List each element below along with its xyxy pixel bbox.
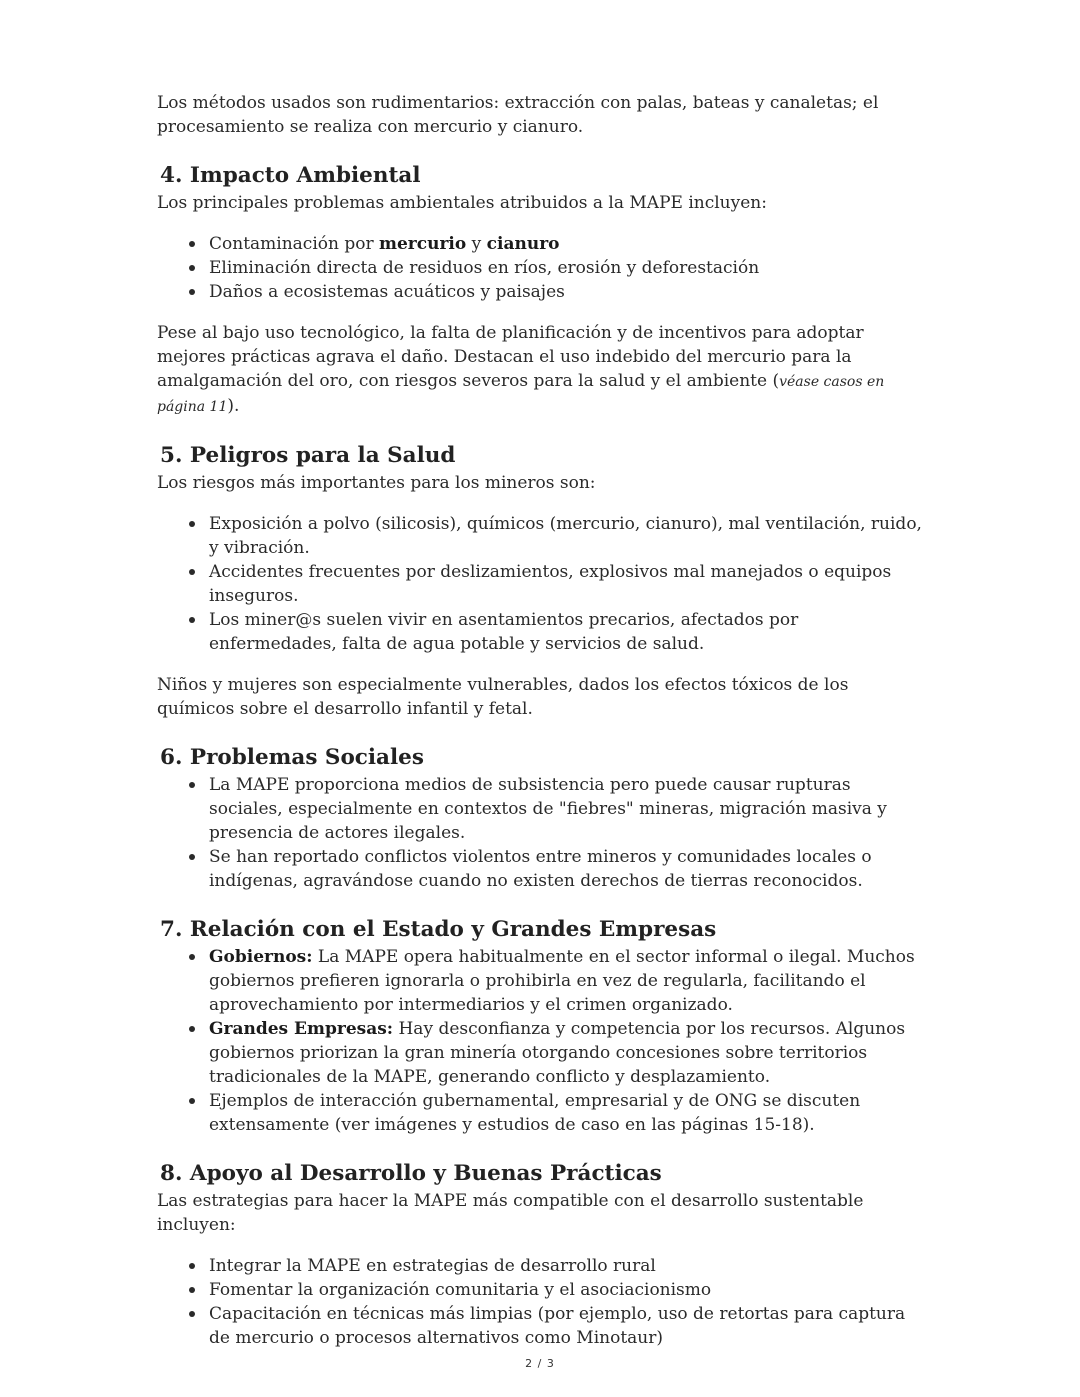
intro-paragraph: Los métodos usados son rudimentarios: extracción con palas, bateas y canaletas; el procesamiento se realiza con mercurio y cianuro.	[157, 93, 879, 137]
list-item: Fomentar la organización comunitaria y el asociacionismo	[157, 1278, 927, 1302]
page-number: 2 / 3	[525, 1357, 555, 1370]
paragraph-text: Pese al bajo uso tecnológico, la falta de planificación y de incentivos para adoptar mejores prácticas agrava el daño. Destacan el uso indebido del mercurio para la amalgamación del oro, con riesgos severos para la salud y el ambiente (	[157, 323, 864, 391]
list-item	[157, 945, 927, 1017]
list-item: Daños a ecosistemas acuáticos y paisajes	[157, 280, 927, 304]
list-item: Accidentes frecuentes por deslizamientos, explosivos mal manejados o equipos inseguros.	[157, 560, 927, 608]
list-item-text: Contaminación por	[209, 234, 379, 254]
list-item: Exposición a polvo (silicosis), químicos (mercurio, cianuro), mal ventilación, ruido, y vibración.	[157, 512, 927, 560]
list-item: Se han reportado conflictos violentos entre mineros y comunidades locales o indígenas, agravándose cuando no existen derechos de tierras reconocidos.	[157, 845, 927, 893]
paragraph-text: ).	[227, 396, 240, 416]
list-item: Capacitación en técnicas más limpias (por ejemplo, uso de retortas para captura de mercurio o procesos alternativos como Minotaur)	[157, 1302, 927, 1350]
document-page	[157, 91, 927, 1350]
list-item-text: y	[466, 234, 487, 254]
section-8-lead: Las estrategias para hacer la MAPE más compatible con el desarrollo sustentable incluyen:	[157, 1191, 864, 1235]
page-reference: véase casos en página 11	[157, 374, 885, 415]
section-6-list	[157, 773, 927, 893]
list-item: Integrar la MAPE en estrategias de desarrollo rural	[157, 1254, 927, 1278]
list-item-text: La MAPE opera habitualmente en el sector informal o ilegal. Muchos gobiernos prefieren ignorarla o prohibirla en vez de regularla, facilitando el aprovechamiento por intermediarios y el crimen organizado.	[209, 947, 915, 1015]
section-4-lead: Los principales problemas ambientales atribuidos a la MAPE incluyen:	[157, 193, 767, 213]
section-4-paragraph	[157, 321, 927, 419]
list-item: Eliminación directa de residuos en ríos, erosión y deforestación	[157, 256, 927, 280]
section-5-list	[157, 512, 927, 656]
section-6-heading: 6. Problemas Sociales	[160, 745, 424, 770]
list-item: La MAPE proporciona medios de subsistencia pero puede causar rupturas sociales, especialmente en contextos de "fiebres" mineras, migración masiva y presencia de actores ilegales.	[157, 773, 927, 845]
bold-term: Grandes Empresas:	[209, 1019, 394, 1039]
section-4-heading: 4. Impacto Ambiental	[160, 163, 421, 188]
section-8-list	[157, 1254, 927, 1350]
list-item: Los miner@s suelen vivir en asentamientos precarios, afectados por enfermedades, falta de agua potable y servicios de salud.	[157, 608, 927, 656]
bold-term: Gobiernos:	[209, 947, 313, 967]
section-7-list	[157, 945, 927, 1137]
section-7-heading: 7. Relación con el Estado y Grandes Empresas	[160, 917, 717, 942]
section-5-heading: 5. Peligros para la Salud	[160, 443, 456, 468]
list-item	[157, 232, 927, 256]
bold-term: mercurio	[379, 234, 467, 254]
section-5-paragraph: Niños y mujeres son especialmente vulnerables, dados los efectos tóxicos de los químicos sobre el desarrollo infantil y fetal.	[157, 675, 849, 719]
list-item: Ejemplos de interacción gubernamental, empresarial y de ONG se discuten extensamente (ver imágenes y estudios de caso en las páginas 15-18).	[157, 1089, 927, 1137]
list-item-text: Hay desconfianza y competencia por los recursos. Algunos gobiernos priorizan la gran minería otorgando concesiones sobre territorios tradicionales de la MAPE, generando conflicto y desplazamiento.	[209, 1019, 906, 1087]
bold-term: cianuro	[486, 234, 560, 254]
section-5-lead: Los riesgos más importantes para los mineros son:	[157, 473, 596, 493]
section-4-list	[157, 232, 927, 304]
section-8-heading: 8. Apoyo al Desarrollo y Buenas Prácticas	[160, 1161, 662, 1186]
list-item	[157, 1017, 927, 1089]
